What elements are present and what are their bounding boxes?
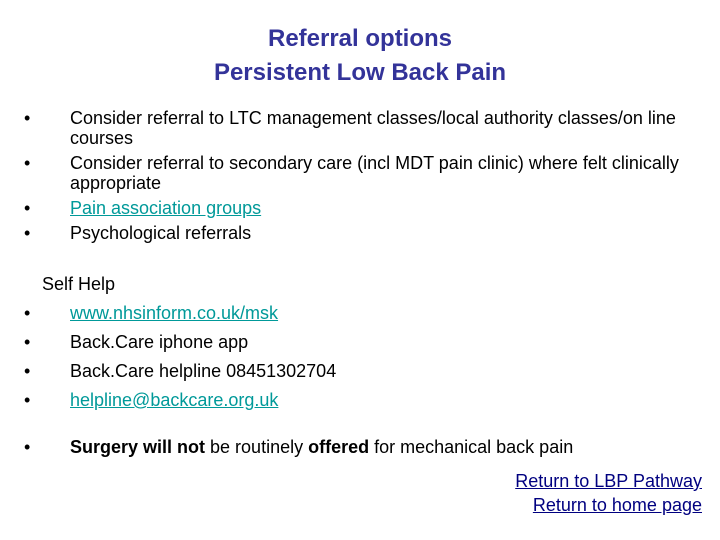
- referral-list: [22, 108, 712, 248]
- return-lbp-pathway-link[interactable]: Return to LBP Pathway: [515, 471, 702, 491]
- title-line-1: Referral options: [267, 25, 453, 52]
- bullet-icon: •: [24, 153, 31, 173]
- bullet-icon: •: [24, 361, 31, 381]
- surgery-text-1: be routinely: [205, 437, 309, 457]
- self-help-item: [22, 332, 712, 352]
- surgery-statement: [70, 437, 573, 457]
- referral-item: [22, 153, 712, 193]
- bullet-icon: •: [24, 437, 31, 457]
- bullet-icon: •: [24, 332, 31, 352]
- referral-item: [22, 108, 712, 148]
- bullet-icon: •: [24, 390, 31, 410]
- self-help-item: [22, 390, 712, 410]
- referral-item-label: Consider referral to LTC management classes/local authority classes/on line courses: [70, 108, 676, 148]
- self-help-list: [22, 303, 712, 419]
- surgery-item: [22, 437, 712, 457]
- title-line-2: Persistent Low Back Pain: [213, 59, 507, 86]
- page-title: [0, 22, 720, 90]
- bullet-icon: •: [24, 223, 31, 243]
- nhsinform-link[interactable]: www.nhsinform.co.uk/msk: [70, 303, 279, 323]
- referral-item: [22, 223, 712, 243]
- bullet-icon: •: [24, 198, 31, 218]
- pain-association-link[interactable]: Pain association groups: [70, 198, 262, 218]
- surgery-bold-2: offered: [308, 437, 370, 457]
- surgery-text-2: for mechanical back pain: [369, 437, 574, 457]
- bullet-icon: •: [24, 303, 31, 323]
- self-help-item-label: Back.Care helpline 08451302704: [70, 361, 337, 381]
- surgery-list: [22, 437, 712, 462]
- referral-item: [22, 198, 712, 218]
- self-help-heading: Self Help: [42, 274, 116, 294]
- return-home-link[interactable]: Return to home page: [532, 495, 702, 515]
- referral-item-label: Psychological referrals: [70, 223, 252, 243]
- footer-nav: [515, 469, 702, 517]
- referral-item-label: Consider referral to secondary care (incl MDT pain clinic) where felt clinically appropriate: [70, 153, 679, 193]
- self-help-item: [22, 303, 712, 323]
- self-help-item-label: Back.Care iphone app: [70, 332, 249, 352]
- bullet-icon: •: [24, 108, 31, 128]
- surgery-bold-1: Surgery will not: [70, 437, 206, 457]
- self-help-item: [22, 361, 712, 381]
- backcare-email-link[interactable]: helpline@backcare.org.uk: [70, 390, 279, 410]
